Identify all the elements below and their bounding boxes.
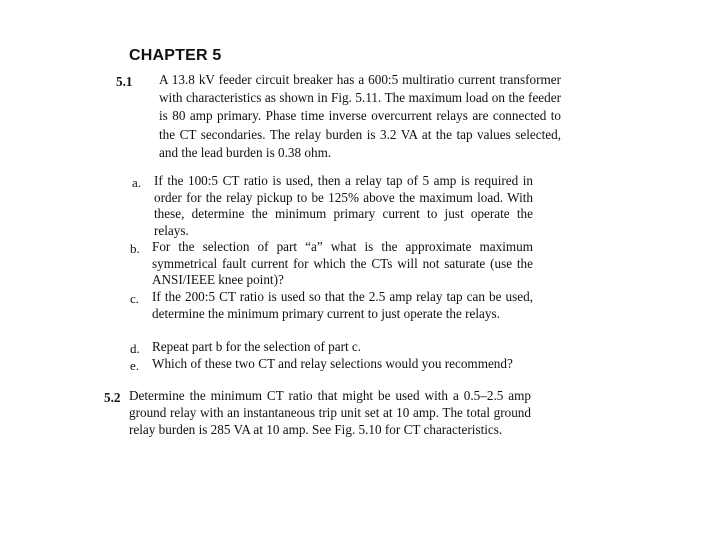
problem-number: 5.1 [116,74,133,89]
part-text: Repeat part b for the selection of part c. [152,339,362,354]
part-letter: a. [132,175,142,190]
part-text: If the 200:5 CT ratio is used so that the 2.5 amp relay tap can be used, determine the minimum primary current to just operate the relays. [152,289,533,321]
problem-text: Determine the minimum CT ratio that might be used with a 0.5–2.5 amp ground relay with an instantaneous trip unit set at 10 amp. The total ground relay burden is 285 VA at 10 amp. See Fig. 5.10 for CT characteristics. [129,388,531,437]
part-letter: b. [130,241,140,256]
part-letter: c. [130,291,140,306]
part-text: If the 100:5 CT ratio is used, then a relay tap of 5 amp is required in order for the relay pickup to be 125% above the maximum load. With these, determine the minimum primary current to just operate the relays. [154,173,533,238]
part-text: Which of these two CT and relay selections would you recommend? [152,356,513,371]
problem-number: 5.2 [104,390,121,405]
part-letter: e. [130,358,140,373]
part-letter: d. [130,341,140,356]
chapter-heading: CHAPTER 5 [129,47,222,64]
problem-text: A 13.8 kV feeder circuit breaker has a 600:5 multiratio current transformer with characteristics as shown in Fig. 5.11. The maximum load on the feeder is 80 amp primary. Phase time inverse overcurrent relays are connected to the CT secondaries. The relay burden is 3.2 VA at the tap values selected, and the lead burden is 0.38 ohm. [159,72,561,160]
part-text: For the selection of part “a” what is the approximate maximum symmetrical fault current for which the CTs will not saturate (use the ANSI/IEEE knee point)? [152,239,533,288]
